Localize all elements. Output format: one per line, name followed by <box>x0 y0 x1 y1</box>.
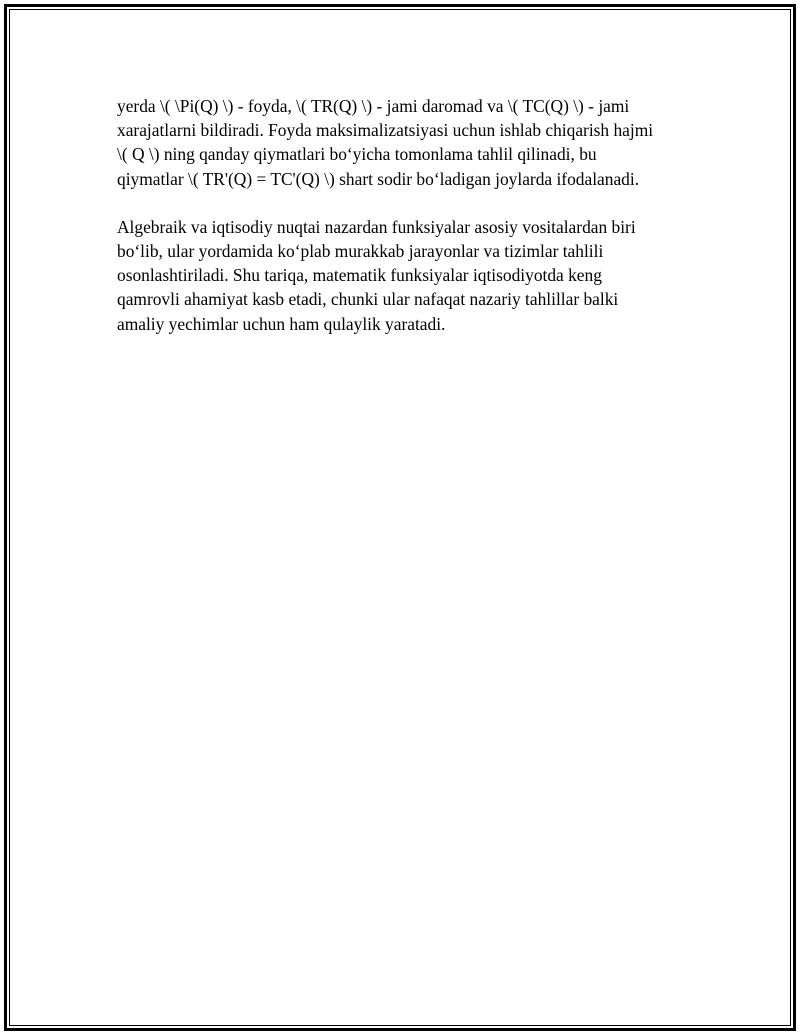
text-line: osonlashtiriladi. Shu tariqa, matematik funksiyalar iqtisodiyotda keng <box>117 265 602 286</box>
text-line: \( Q \) ning qanday qiymatlari bo‘yicha tomonlama tahlil qilinadi, bu <box>117 144 597 165</box>
paragraph-profit-definition <box>117 94 697 191</box>
text-line: xarajatlarni bildiradi. Foyda maksimalizatsiyasi uchun ishlab chiqarish hajmi <box>117 120 654 141</box>
text-line: yerda \( \Pi(Q) \) - foyda, \( TR(Q) \) - jami daromad va \( TC(Q) \) - jami <box>117 96 630 116</box>
text-line: bo‘lib, ular yordamida ko‘plab murakkab jarayonlar va tizimlar tahlili <box>117 241 604 262</box>
text-line: amaliy yechimlar uchun ham qulaylik yaratadi. <box>117 313 446 334</box>
paragraph-conclusion <box>117 215 697 336</box>
text-line: qiymatlar \( TR'(Q) = TC'(Q) \) shart sodir bo‘ladigan joylarda ifodalanadi. <box>117 168 640 189</box>
document-body <box>117 94 697 360</box>
text-line: qamrovli ahamiyat kasb etadi, chunki ular nafaqat nazariy tahlillar balki <box>117 289 619 310</box>
text-line: Algebraik va iqtisodiy nuqtai nazardan funksiyalar asosiy vositalardan biri <box>117 216 636 237</box>
